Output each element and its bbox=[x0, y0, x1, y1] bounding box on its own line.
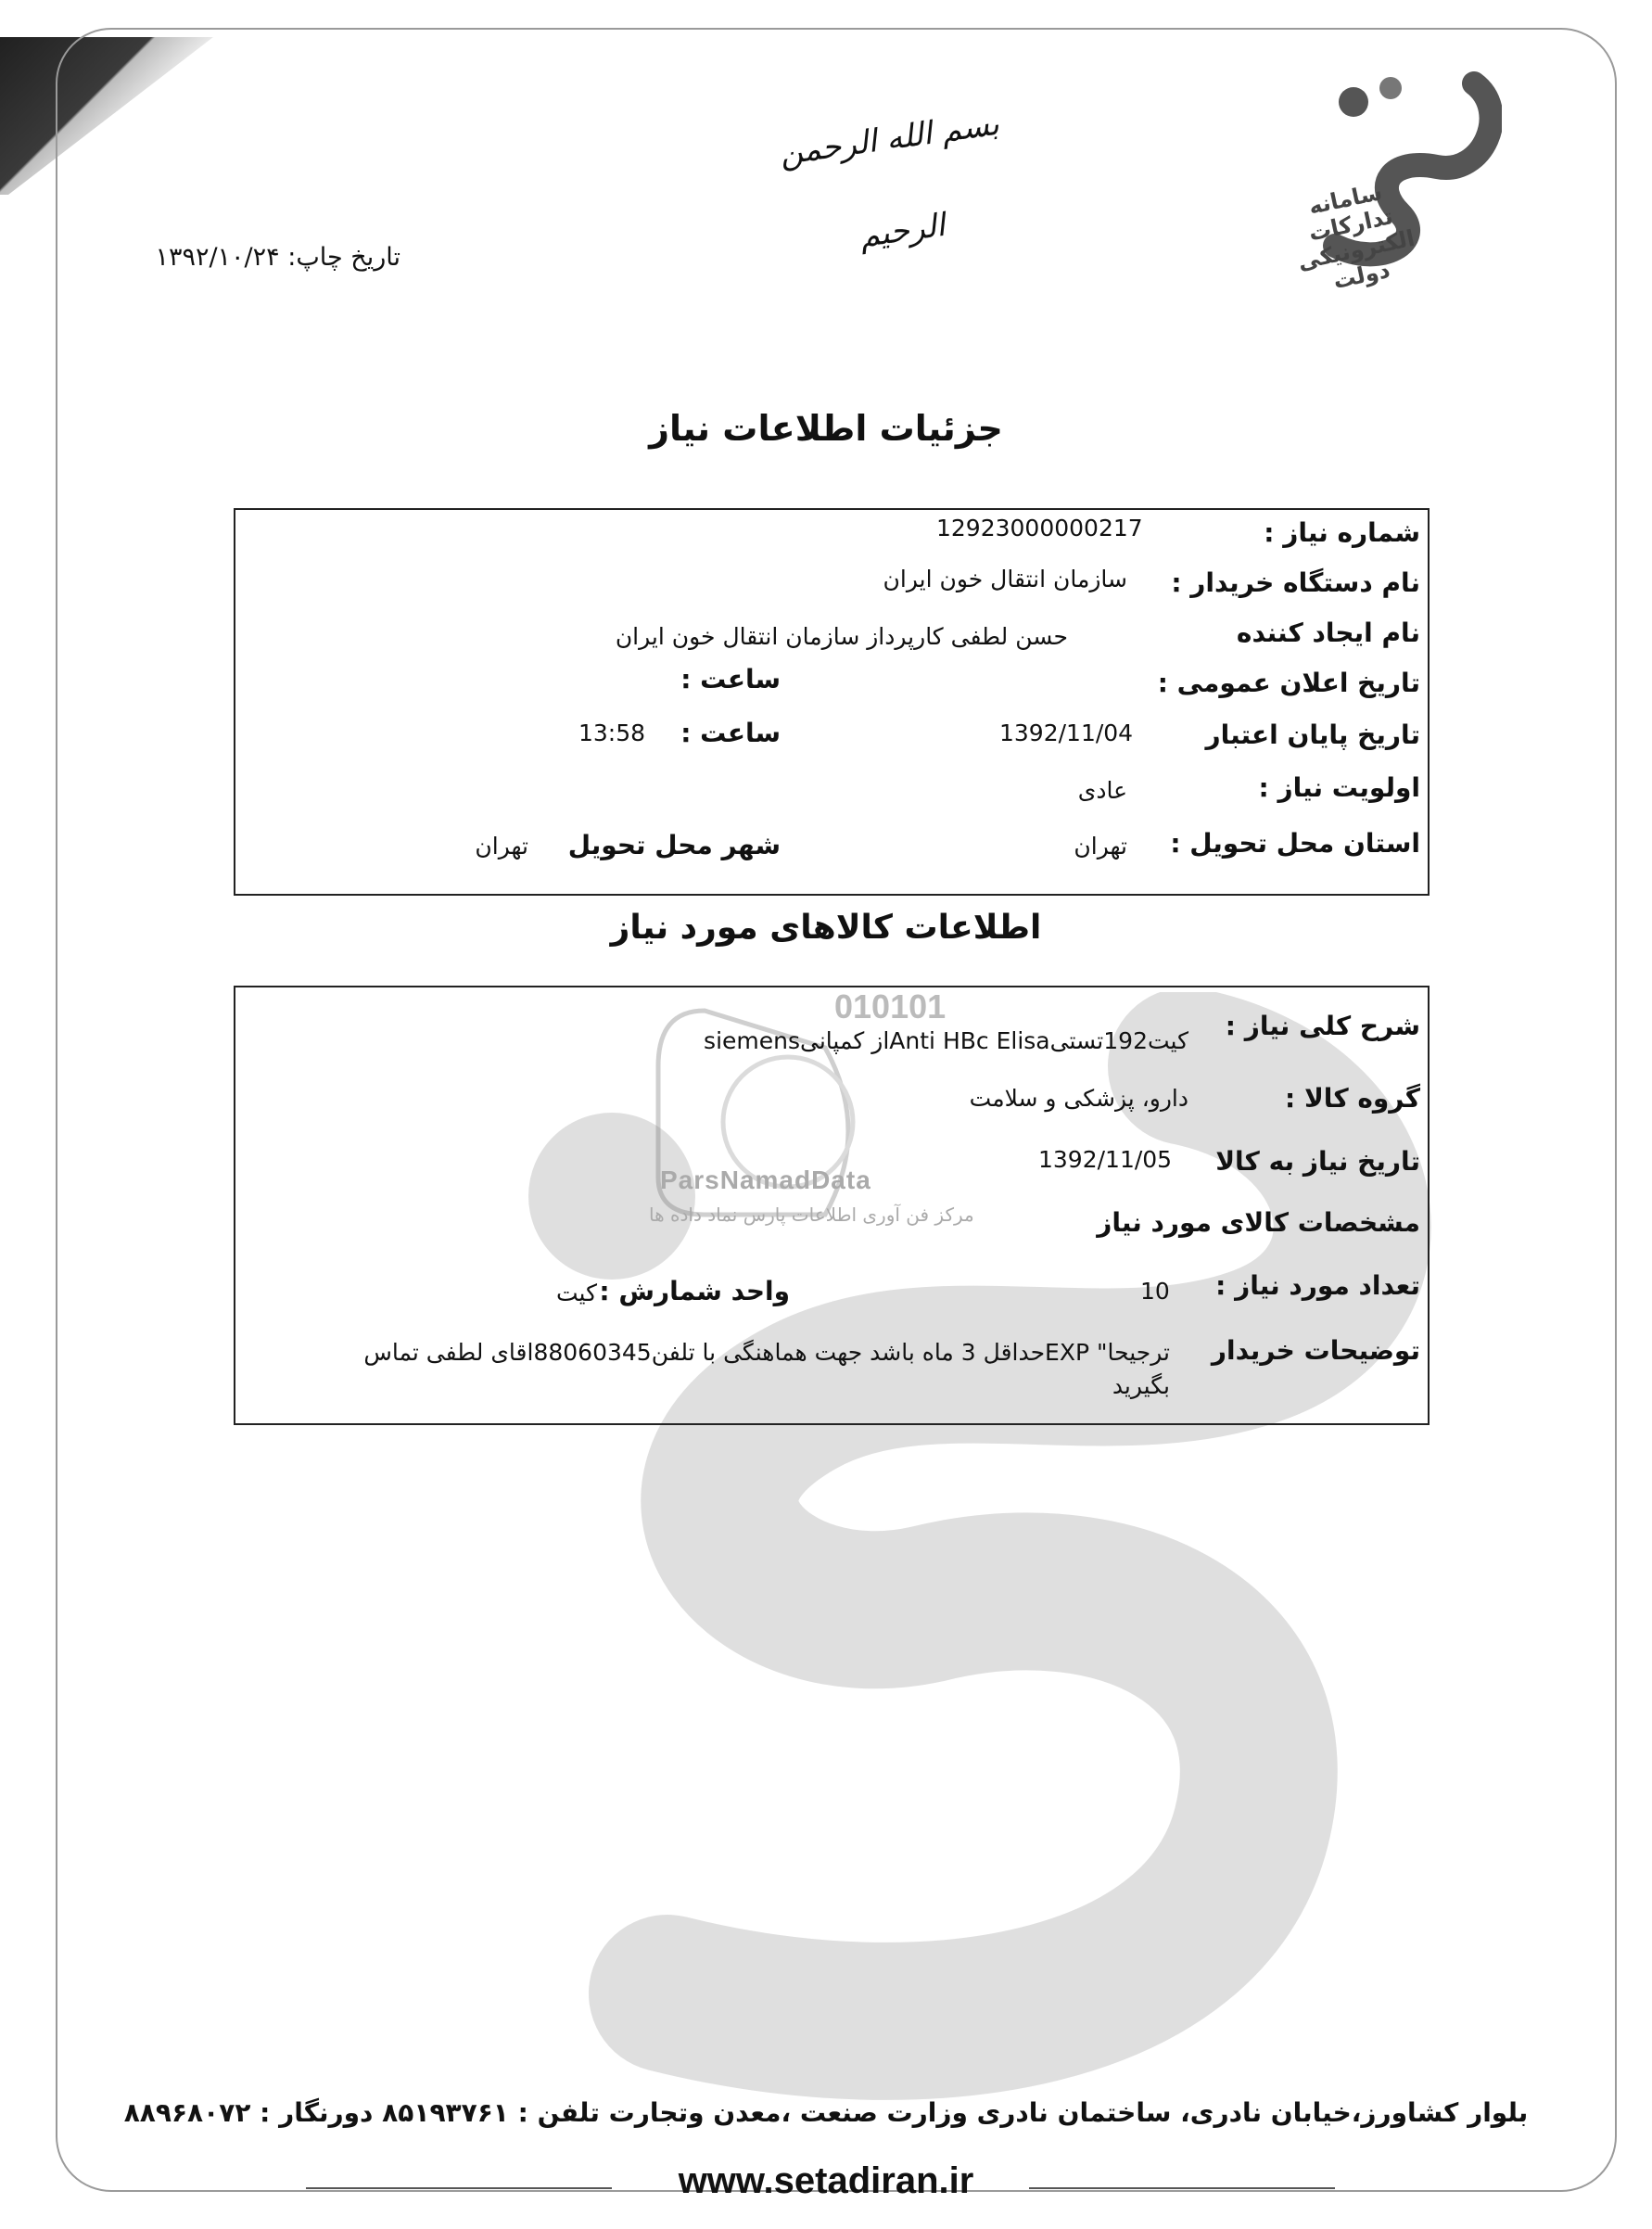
priority-value: عادی bbox=[1077, 777, 1127, 804]
goods-section-title: اطلاعات کالاهای مورد نیاز bbox=[610, 909, 1042, 947]
buyer-notes-line2: بگیرید bbox=[1112, 1372, 1170, 1399]
expiry-time-label: ساعت : bbox=[680, 718, 781, 748]
buyer-notes-line1: ترجیحا" EXPحداقل 3 ماه باشد جهت هماهنگی با تلفن88060345اقای لطفی تماس bbox=[363, 1339, 1170, 1366]
unit-label: واحد شمارش : bbox=[599, 1276, 790, 1306]
need-date-label: تاریخ نیاز به کالا bbox=[1215, 1146, 1420, 1177]
buyer-notes-label: توضیحات خریدار bbox=[1211, 1335, 1420, 1366]
print-date-label: تاریخ چاپ: bbox=[287, 243, 400, 272]
watermark-caption: مرکز فن آوری اطلاعات پارس نماد داده ها bbox=[649, 1204, 974, 1226]
need-number-label: شماره نیاز : bbox=[1264, 517, 1420, 548]
specs-label: مشخصات کالای مورد نیاز bbox=[1097, 1207, 1420, 1238]
expiry-time-value: 13:58 bbox=[578, 720, 646, 746]
footer-address: بلوار کشاورز،خیابان نادری، ساختمان نادری وزارت صنعت ،معدن وتجارت تلفن : ۸۵۱۹۳۷۶۱ دورنگار : ۸۸۹۶۸۰۷۲ bbox=[123, 2097, 1529, 2128]
need-number-value: 12923000000217 bbox=[936, 515, 1143, 541]
expiry-date-label: تاریخ پایان اعتبار bbox=[1205, 720, 1420, 750]
buyer-label: نام دستگاه خریدار : bbox=[1171, 567, 1420, 598]
need-date-value: 1392/11/05 bbox=[1038, 1146, 1173, 1173]
announce-time-label: ساعت : bbox=[680, 664, 781, 694]
watermark-digits: 010101 bbox=[834, 987, 947, 1025]
watermark-brand: ParsNamadData bbox=[660, 1165, 871, 1194]
city-label: شهر محل تحویل bbox=[567, 830, 781, 860]
print-date-value: ۱۳۹۲/۱۰/۲۴ bbox=[155, 243, 280, 272]
buyer-value: سازمان انتقال خون ایران bbox=[883, 566, 1127, 592]
quantity-value: 10 bbox=[1140, 1278, 1170, 1305]
expiry-date-value: 1392/11/04 bbox=[999, 720, 1134, 746]
summary-label: شرح کلی نیاز : bbox=[1225, 1011, 1420, 1041]
footer-url[interactable]: www.setadiran.ir bbox=[678, 2160, 974, 2201]
print-date bbox=[155, 243, 400, 272]
page-title: جزئیات اطلاعات نیاز bbox=[649, 408, 1003, 449]
summary-value: کیت192تستیAnti HBc Elisaاز کمپانیsiemens bbox=[704, 1027, 1188, 1054]
creator-label: نام ایجاد کننده bbox=[1236, 618, 1420, 648]
province-value: تهران bbox=[1074, 833, 1127, 860]
goods-group-value: دارو، پزشکی و سلامت bbox=[969, 1085, 1188, 1112]
goods-group-label: گروه کالا : bbox=[1285, 1083, 1420, 1114]
creator-value: حسن لطفی کارپرداز سازمان انتقال خون ایران bbox=[615, 623, 1068, 650]
priority-label: اولویت نیاز : bbox=[1258, 772, 1420, 803]
city-value: تهران bbox=[475, 833, 528, 860]
province-label: استان محل تحویل : bbox=[1170, 828, 1420, 859]
quantity-label: تعداد مورد نیاز : bbox=[1215, 1270, 1420, 1301]
logo-caption: سامانه تدارکات الکترونیکی دولت bbox=[1295, 178, 1417, 295]
announce-date-label: تاریخ اعلان عمومی : bbox=[1157, 668, 1420, 698]
bismillah-calligraphy: بسم الله الرحمن الرحیم bbox=[777, 105, 1002, 256]
unit-value: کیت bbox=[556, 1280, 597, 1306]
